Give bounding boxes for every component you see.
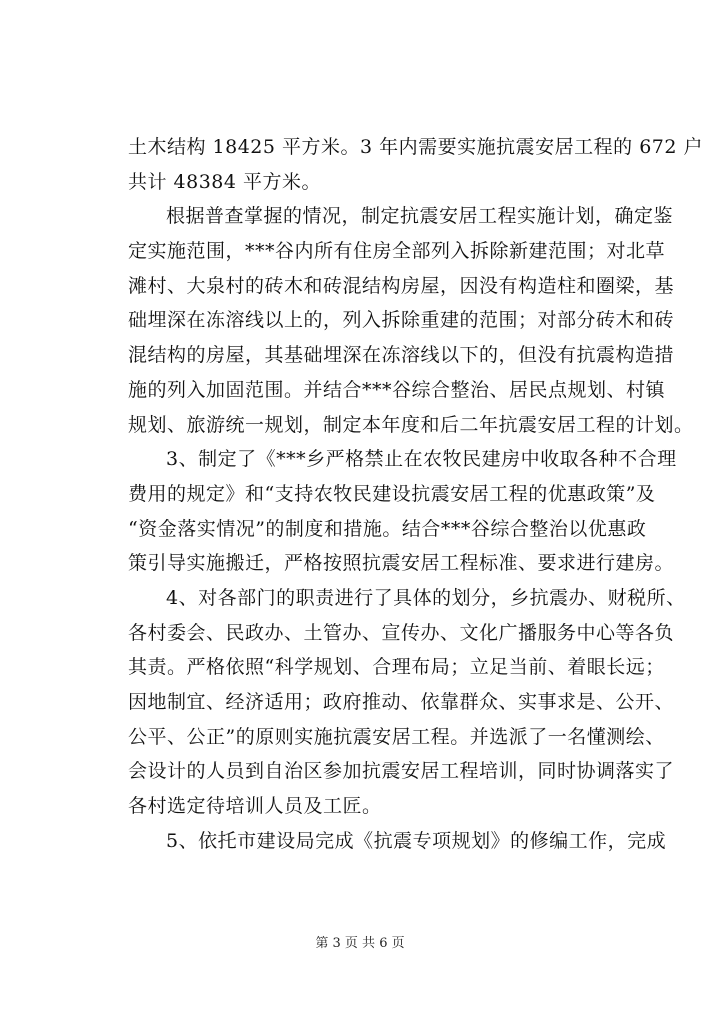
text-line: 3、制定了《***乡严格禁止在农牧民建房中收取各种不合理 [166,448,677,471]
text-line: 5、依托市建设局完成《抗震专项规划》的修编工作，完成 [166,829,667,852]
text-line: 施的列入加固范围。并结合***谷综合整治、居民点规划、村镇 [128,378,666,401]
text-line: 策引导实施搬迁，严格按照抗震安居工程标准、要求进行建房。 [128,552,675,575]
text-line: 规划、旅游统一规划，制定本年度和后二年抗震安居工程的计划。 [128,413,694,436]
text-line: “资金落实情况”的制度和措施。结合***谷综合整治以优惠政 [128,517,647,540]
text-line: 根据普查掌握的情况，制定抗震安居工程实施计划，确定鉴 [166,205,674,228]
document-body [128,130,703,858]
text-line: 其责。严格依照“科学规划、合理布局；立足当前、着眼长远； [128,656,665,679]
text-line: 定实施范围，***谷内所有住房全部列入拆除新建范围；对北草 [128,240,666,263]
text-line: 础埋深在冻溶线以上的，列入拆除重建的范围；对部分砖木和砖 [128,309,675,332]
text-line: 共计 48384 平方米。 [128,170,322,193]
text-line: 因地制宜、经济适用；政府推动、依靠群众、实事求是、公开、 [128,691,675,713]
text-line: 各村委会、民政办、土管办、宣传办、文化广播服务中心等各负 [128,621,675,644]
text-line: 费用的规定》和“支持农牧民建设抗震安居工程的优惠政策”及 [128,482,656,505]
text-line: 各村选定待培训人员及工匠。 [128,795,382,818]
text-line: 混结构的房屋，其基础埋深在冻溶线以下的，但没有抗震构造措 [128,344,675,367]
text-line: 滩村、大泉村的砖木和砖混结构房屋，因没有构造柱和圈梁，基 [128,274,675,297]
page-footer: 第 3 页 共 6 页 [315,936,405,951]
text-line: 4、对各部门的职责进行了具体的划分，乡抗震办、财税所、 [166,586,686,609]
text-line: 会设计的人员到自治区参加抗震安居工程培训，同时协调落实了 [128,760,675,783]
text-line: 公平、公正”的原则实施抗震安居工程。并选派了一名懂测绘、 [128,725,665,748]
text-line: 土木结构 18425 平方米。3 年内需要实施抗震安居工程的 672 户 [128,136,703,158]
